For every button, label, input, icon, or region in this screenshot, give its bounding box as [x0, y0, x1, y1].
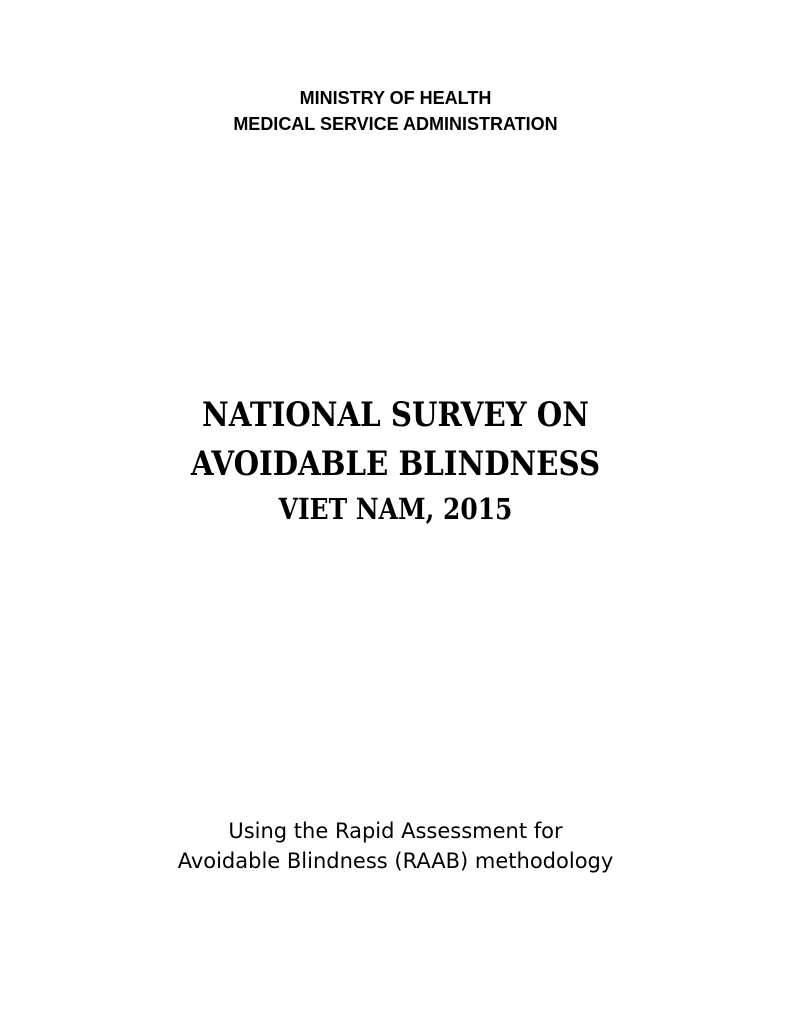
report-title-line-1: NATIONAL SURVEY ON: [202, 395, 589, 435]
methodology-note-line-2: Avoidable Blindness (RAAB) methodology: [177, 849, 614, 873]
methodology-note-line-1: Using the Rapid Assessment for: [228, 819, 563, 843]
report-title-line-2: AVOIDABLE BLINDNESS: [190, 444, 601, 484]
ministry-name: MINISTRY OF HEALTH: [299, 88, 492, 108]
administration-name: MEDICAL SERVICE ADMINISTRATION: [233, 114, 558, 134]
report-title-country-year: VIET NAM, 2015: [278, 492, 513, 526]
